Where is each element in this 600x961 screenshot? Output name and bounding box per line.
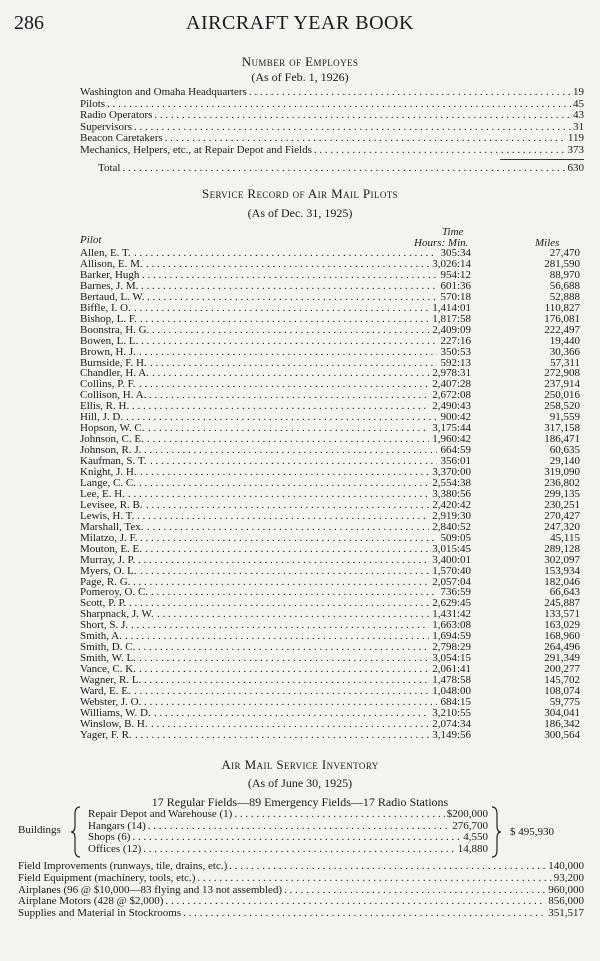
pilot-miles: 91,559	[549, 411, 580, 424]
inventory-row-label: Airplanes (96 @ $10,000—83 flying and 13 not assembled)	[18, 883, 283, 896]
pilot-miles: 59,775	[549, 695, 580, 708]
pilot-time: 664:59	[440, 444, 471, 457]
pilot-time: 2,074:34	[432, 717, 471, 730]
pilot-time: 601:36	[440, 279, 471, 292]
pilot-time: 2,798:29	[432, 641, 471, 654]
pilot-name: Mouton, E. E.	[80, 542, 143, 555]
pilot-time: 305:34	[440, 247, 471, 259]
pilot-name: Lange, C. C.	[80, 476, 136, 489]
pilot-miles: 30,366	[549, 345, 580, 358]
right-brace	[490, 806, 502, 858]
employee-row-label: Mechanics, Helpers, etc., at Repair Depot and Fields	[80, 144, 312, 156]
inventory-row-value: 351,517	[548, 907, 584, 920]
pilot-name: Levisee, R. B.	[80, 498, 143, 511]
pilot-miles: 230,251	[544, 498, 580, 511]
inventory-fields-line: 17 Regular Fields—89 Emergency Fields—17 Radio Stations	[151, 795, 449, 809]
employee-row-value: 45	[573, 97, 584, 110]
pilot-name: Johnson, C. E.	[80, 433, 144, 446]
pilot-miles: 182,046	[544, 575, 580, 588]
pilot-time: 900:42	[440, 411, 471, 424]
leader-dots	[183, 907, 546, 919]
leader-dots	[234, 808, 444, 820]
pilot-time: 3,149:56	[432, 728, 471, 741]
employees-total-row	[98, 162, 584, 174]
page-number: 286	[14, 12, 44, 34]
pilot-name: Page, R. G.	[80, 575, 131, 588]
pilot-time: 1,817:58	[432, 312, 471, 325]
col-miles: Miles	[535, 237, 560, 249]
pilot-time: 3,400:01	[432, 553, 471, 566]
pilot-time: 1,694:59	[432, 630, 471, 643]
service-record-subtitle: (As of Dec. 31, 1925)	[247, 206, 353, 220]
pilot-name: Williams, W. D.	[80, 706, 151, 719]
employee-row	[80, 109, 584, 121]
pilot-miles: 222,497	[544, 323, 580, 336]
pilot-time: 3,210:55	[432, 706, 471, 719]
pilot-name: Bowen, L. L.	[80, 334, 139, 347]
pilot-miles: 236,802	[544, 476, 580, 489]
pilot-time: 1,414:01	[432, 301, 471, 314]
employee-row-label: Radio Operators	[80, 109, 153, 122]
pilot-miles: 163,029	[544, 619, 580, 632]
leader-dots	[107, 98, 571, 110]
pilot-name: Collison, H. A.	[80, 389, 147, 402]
pilot-time: 3,370:00	[432, 466, 471, 478]
leader-dots	[148, 820, 451, 832]
inventory-title: Air Mail Service Inventory	[221, 757, 379, 772]
employee-row	[80, 121, 584, 133]
pilot-time: 3,026:14	[432, 257, 471, 270]
pilot-time: 1,663:08	[432, 619, 471, 632]
employee-row-value: 373	[567, 144, 584, 156]
leader-dots	[197, 872, 551, 884]
pilot-miles: 247,320	[544, 520, 580, 533]
pilot-time: 684:15	[440, 695, 471, 708]
pilot-time: 736:59	[440, 586, 471, 599]
pilot-miles: 289,128	[544, 542, 580, 555]
employee-row	[80, 98, 584, 110]
pilot-name: Milatzo, J. F.	[80, 531, 138, 544]
pilot-time: 1,570:40	[432, 564, 471, 577]
pilot-miles: 133,571	[544, 608, 580, 621]
pilot-name: Chandler, H. A.	[80, 367, 149, 380]
pilot-name: Vance, C. K.	[80, 663, 136, 676]
pilot-name: Ellis, R. H.	[80, 400, 130, 413]
inventory-row-value: 93,200	[553, 871, 584, 884]
building-row-value: $200,000	[446, 808, 488, 820]
employee-row	[80, 132, 584, 144]
service-record-title: Service Record of Air Mail Pilots	[201, 186, 399, 201]
inventory-row	[18, 872, 584, 884]
pilot-name: Smith, D. C.	[80, 641, 136, 654]
inventory-row	[18, 884, 584, 896]
pilot-time: 2,919:30	[432, 509, 471, 522]
inventory-subtitle: (As of June 30, 1925)	[247, 776, 353, 790]
inventory-row-value: 856,000	[548, 895, 584, 908]
pilot-miles: 291,349	[544, 652, 580, 665]
building-row-value: 276,700	[452, 819, 488, 832]
pilot-name: Yager, F. R.	[80, 728, 132, 741]
pilot-miles: 304,041	[544, 706, 580, 719]
pilot-name: Barnes, J. M.	[80, 279, 139, 292]
inventory-row-value: 140,000	[548, 860, 584, 872]
employees-total-label: Total	[98, 162, 121, 174]
pilot-time: 3,015:45	[432, 542, 471, 555]
pilot-miles: 299,135	[544, 487, 580, 500]
pilot-time: 2,840:52	[432, 520, 471, 533]
pilot-time: 2,057:04	[432, 575, 471, 588]
pilot-miles: 45,115	[550, 531, 580, 544]
pilot-time: 227:16	[440, 334, 471, 347]
col-time-units: Hours: Min.	[414, 237, 469, 249]
pilot-miles: 176,081	[544, 312, 580, 325]
leader-dots	[284, 884, 546, 896]
pilot-miles: 153,934	[544, 564, 580, 577]
pilot-time: 954:12	[440, 268, 471, 281]
pilot-miles: 270,427	[544, 509, 580, 522]
pilot-miles: 19,440	[549, 334, 580, 347]
col-time: Time	[442, 226, 464, 238]
pilot-time: 2,554:38	[432, 476, 471, 489]
pilot-name: Johnson, R. J.	[80, 444, 142, 457]
pilot-miles: 200,277	[544, 663, 580, 676]
pilot-name: Hopson, W. C.	[80, 422, 145, 435]
inventory-row-label: Field Equipment (machinery, tools, etc.)	[18, 871, 196, 884]
pilot-name: Scott, P. P.	[80, 597, 127, 610]
pilot-miles: 237,914	[544, 378, 580, 391]
pilot-name: Allen, E. T.	[80, 247, 131, 259]
pilot-miles: 145,702	[544, 674, 580, 687]
pilot-miles: 245,887	[544, 597, 580, 610]
pilot-name: Marshall, Tex.	[80, 520, 144, 533]
pilot-row	[80, 729, 580, 741]
pilot-time: 1,048:00	[432, 685, 471, 697]
pilot-name: Lewis, H. T.	[80, 509, 135, 522]
employee-row-value: 19	[573, 86, 584, 98]
building-row	[88, 808, 488, 820]
pilot-name: Short, S. J.	[80, 619, 128, 632]
pilot-name: Kaufman, S. T.	[80, 455, 147, 468]
leader-dots	[165, 895, 546, 907]
pilot-name: Murray, J. P.	[80, 553, 136, 566]
pilot-name: Knight, J. H.	[80, 466, 137, 478]
inventory-row-label: Supplies and Material in Stockrooms	[18, 907, 182, 920]
pilot-miles: 300,564	[544, 728, 580, 741]
building-row	[88, 831, 488, 843]
col-pilot: Pilot	[80, 234, 102, 246]
pilot-name: Collins, P. F.	[80, 378, 136, 391]
pilot-name: Allison, E. M.	[80, 257, 143, 270]
employee-row-value: 43	[573, 109, 584, 122]
pilot-name: Webster, J. O.	[80, 695, 142, 708]
pilot-name: Wagner, R. L.	[80, 674, 142, 687]
inventory-row-label: Airplane Motors (428 @ $2,000)	[18, 895, 164, 908]
pilot-name: Boonstra, H. G.	[80, 323, 150, 336]
pilot-time: 2,629:45	[432, 597, 471, 610]
running-head: AIRCRAFT YEAR BOOK	[186, 12, 414, 34]
pilot-miles: 52,888	[549, 290, 580, 303]
employee-row-label: Supervisors	[80, 120, 132, 133]
leader-dots	[135, 729, 429, 741]
buildings-label: Buildings	[18, 824, 61, 836]
pilot-name: Smith, W. L.	[80, 652, 136, 665]
pilot-miles: 27,470	[549, 247, 580, 259]
building-row-label: Offices (12)	[88, 842, 142, 855]
pilot-name: Smith, A.	[80, 630, 122, 643]
inventory-row	[18, 860, 584, 872]
building-row-label: Repair Depot and Warehouse (1)	[88, 808, 233, 820]
leader-dots	[122, 162, 565, 174]
pilot-miles: 88,970	[549, 268, 580, 281]
building-row-label: Shops (6)	[88, 831, 131, 844]
pilot-time: 1,478:58	[432, 674, 471, 687]
inventory-row-value: 960,000	[548, 883, 584, 896]
pilot-miles: 108,074	[544, 685, 580, 697]
pilot-time: 509:05	[440, 531, 471, 544]
pilot-time: 2,978:31	[432, 367, 471, 380]
inventory-row-label: Field Improvements (runways, tile, drains, etc.)	[18, 860, 228, 872]
employees-subtitle: (As of Feb. 1, 1926)	[251, 70, 349, 84]
pilot-miles: 319,090	[544, 466, 580, 478]
pilot-time: 2,672:08	[432, 389, 471, 402]
pilot-miles: 281,590	[544, 257, 580, 270]
pilot-name: Barker, Hugh	[80, 268, 140, 281]
employee-row	[80, 144, 584, 156]
pilot-name: Biffle, I. O.	[80, 301, 131, 314]
inventory-row	[18, 907, 584, 919]
pilot-miles: 56,688	[549, 279, 580, 292]
leader-dots	[314, 144, 566, 156]
leader-dots	[134, 121, 571, 133]
pilot-time: 2,061:41	[432, 663, 471, 676]
pilot-name: Hill, J. D.	[80, 411, 124, 424]
employee-row-label: Beacon Caretakers	[80, 132, 163, 145]
pilot-name: Pomeroy, O. C.	[80, 586, 149, 599]
total-rule	[500, 159, 584, 160]
pilot-name: Brown, H. J.	[80, 345, 136, 358]
pilot-time: 3,380:56	[432, 487, 471, 500]
employees-total-value: 630	[567, 162, 584, 174]
building-row-label: Hangars (14)	[88, 819, 146, 832]
pilot-miles: 186,342	[544, 717, 580, 730]
pilot-miles: 250,016	[544, 389, 580, 402]
pilot-miles: 272,908	[544, 367, 580, 380]
buildings-total: $ 495,930	[510, 826, 554, 838]
pilot-name: Winslow, B. H.	[80, 717, 148, 730]
employee-row-value: 31	[573, 120, 584, 133]
inventory-row	[18, 895, 584, 907]
pilot-name: Bishop, L. F.	[80, 312, 137, 325]
pilot-time: 592:13	[440, 356, 471, 369]
pilot-time: 1,431:42	[432, 608, 471, 621]
pilot-miles: 168,960	[544, 630, 580, 643]
leader-dots	[229, 860, 546, 872]
pilot-name: Burnside, F. H.	[80, 356, 147, 369]
building-row-value: 4,550	[463, 831, 488, 844]
pilot-time: 2,420:42	[432, 498, 471, 511]
pilot-miles: 57,311	[550, 356, 580, 369]
pilot-miles: 66,643	[549, 586, 580, 599]
leader-dots	[165, 132, 566, 144]
pilot-time: 350:53	[440, 345, 471, 358]
employees-title: Number of Employes	[241, 54, 359, 69]
employee-row	[80, 86, 584, 98]
leader-dots	[143, 843, 456, 855]
pilot-miles: 317,158	[544, 422, 580, 435]
pilot-miles: 186,471	[544, 433, 580, 446]
pilot-time: 356:01	[440, 455, 471, 468]
pilot-miles: 302,097	[544, 553, 580, 566]
leader-dots	[154, 109, 571, 121]
pilot-miles: 29,140	[549, 455, 580, 468]
pilot-name: Myers, O. L.	[80, 564, 137, 577]
building-row	[88, 843, 488, 855]
pilot-time: 2,409:09	[432, 323, 471, 336]
pilot-name: Bertaud, L. W.	[80, 290, 145, 303]
pilot-time: 3,175:44	[432, 422, 471, 435]
leader-dots	[249, 86, 571, 98]
pilot-miles: 258,520	[544, 400, 580, 413]
employee-row-label: Pilots	[80, 97, 106, 110]
pilot-time: 1,960:42	[432, 433, 471, 446]
pilot-time: 570:18	[440, 290, 471, 303]
pilot-time: 2,490:43	[432, 400, 471, 413]
pilot-name: Ward, E. E.	[80, 685, 131, 697]
pilot-name: Sharpnack, J. W.	[80, 608, 154, 621]
leader-dots	[132, 831, 461, 843]
building-row-value: 14,880	[457, 842, 488, 855]
pilot-name: Lee, E. H.	[80, 487, 125, 500]
left-brace	[70, 806, 82, 858]
employee-row-value: 119	[567, 132, 584, 145]
pilot-miles: 264,496	[544, 641, 580, 654]
pilot-time: 3,054:15	[432, 652, 471, 665]
pilot-miles: 110,827	[544, 301, 580, 314]
building-row	[88, 820, 488, 832]
employee-row-label: Washington and Omaha Headquarters	[80, 86, 247, 98]
pilot-time: 2,407:28	[432, 378, 471, 391]
pilot-miles: 60,635	[549, 444, 580, 457]
